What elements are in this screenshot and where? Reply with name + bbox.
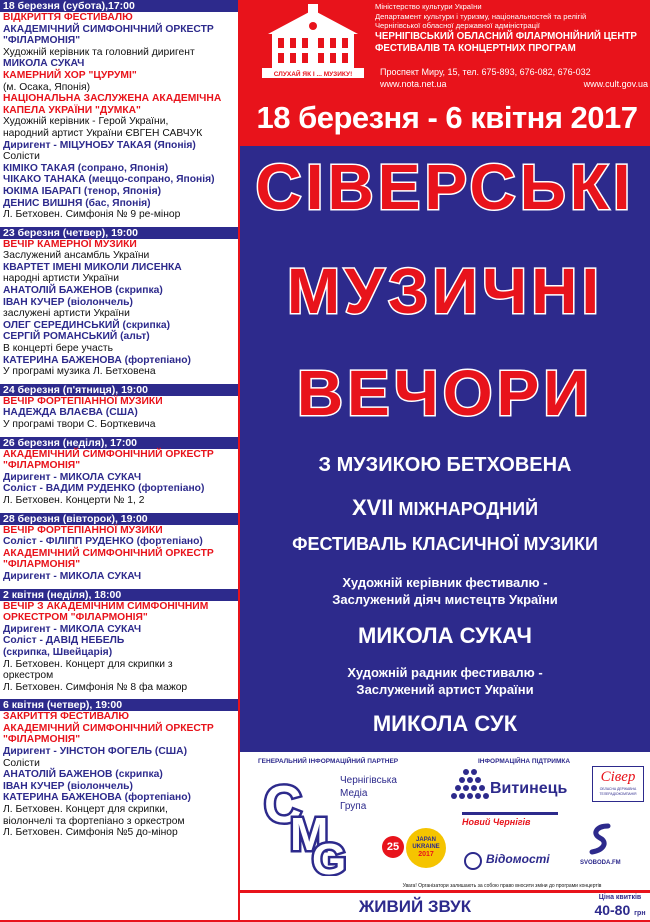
event-line: Л. Бетховен. Симфонія № 9 ре-мінор: [3, 209, 181, 221]
vytynets-logo-icon: [450, 766, 494, 802]
director-role-line: Художній керівник фестивалю -: [342, 575, 548, 590]
program-column: [0, 0, 238, 920]
event-line: народні артисти України: [3, 273, 119, 285]
cmg-letter-g: G: [312, 835, 347, 876]
event-line: КАТЕРИНА БАЖЕНОВА (фортепіано): [3, 792, 191, 804]
siver-logo: [592, 766, 644, 802]
event-line: Диригент - МИКОЛА СУКАЧ: [3, 471, 142, 483]
event-line: народний артист України ЄВГЕН САВЧУК: [3, 127, 203, 139]
director-role: [240, 574, 650, 608]
event-date: 23 березня (четвер), 19:00: [0, 227, 238, 239]
title-line: ВЕЧОРИ: [296, 357, 594, 429]
novyi-chernihiv-logo: [462, 812, 558, 833]
japan-ukraine-logo: [406, 828, 446, 868]
event-line: Художній керівник та головний диригент: [3, 46, 195, 58]
event-line: ЮКІМА ІБАРАГІ (тенор, Японія): [3, 185, 162, 197]
event-line: У програмі музика Л. Бетховена: [3, 366, 156, 378]
event-date: 2 квітня (неділя), 18:00: [0, 589, 238, 601]
website-link[interactable]: www.nota.net.ua: [380, 79, 447, 89]
event-line: "ФІЛАРМОНІЯ": [3, 734, 81, 746]
event-line: АКАДЕМІЧНИЙ СИМФОНІЧНИЙ ОРКЕСТР: [3, 23, 214, 35]
event-line: ОРКЕСТРОМ "ФІЛАРМОНІЯ": [3, 612, 148, 624]
price-amount: 40-80: [594, 902, 631, 918]
event-block: [0, 227, 238, 378]
event-line: Л. Бетховен. Симфонія № 8 фа мажор: [3, 681, 188, 693]
center-name-line: ФЕСТИВАЛІВ ТА КОНЦЕРТНИХ ПРОГРАМ: [375, 43, 576, 54]
price-label: Ціна квитків: [598, 894, 642, 901]
event-line: Диригент - МИКОЛА СУКАЧ: [3, 623, 142, 635]
event-line: Диригент - УІНСТОН ФОГЕЛЬ (США): [3, 746, 188, 758]
event-line: КІМІКО ТАКАЯ (сопрано, Японія): [3, 162, 169, 174]
event-line: АНАТОЛІЙ БАЖЕНОВ (скрипка): [3, 769, 163, 781]
svoboda-fm-logo-icon: [586, 822, 616, 856]
festival-international: МІЖНАРОДНИЙ: [398, 499, 539, 519]
event-line: ЗАКРИТТЯ ФЕСТИВАЛЮ: [3, 711, 130, 723]
director-name: МИКОЛА СУКАЧ: [358, 623, 532, 648]
event-line: ЧІКАКО ТАНАКА (меццо-сопрано, Японія): [3, 174, 215, 186]
siver-logo-sub: ОБЛАСНА ДЕРЖАВНА ТЕЛЕРАДІОКОМПАНІЯ: [599, 787, 637, 796]
event-line: Соліст - ВАДИМ РУДЕНКО (фортепіано): [3, 483, 205, 495]
event-line: віолончелі та фортепіано з оркестром: [3, 815, 185, 827]
event-line: НАЦІОНАЛЬНА ЗАСЛУЖЕНА АКАДЕМІЧНА: [3, 93, 222, 105]
cmg-letter-m: M: [290, 808, 329, 860]
price-unit: грн: [634, 910, 646, 917]
event-line: ВЕЧІР ФОРТЕПІАННОЇ МУЗИКИ: [3, 524, 163, 536]
event-line: АКАДЕМІЧНИЙ СИМФОНІЧНИЙ ОРКЕСТР: [3, 547, 214, 559]
event-line: ВЕЧІР КАМЕРНОЇ МУЗИКИ: [3, 238, 137, 250]
event-line: В концерті бере участь: [3, 343, 113, 355]
event-line: оркестром: [3, 670, 54, 682]
event-date: 24 березня (п'ятниця), 19:00: [0, 384, 238, 396]
event-line: Л. Бетховен. Концерт для скрипки з: [3, 658, 173, 670]
event-line: ІВАН КУЧЕР (віолончель): [3, 780, 133, 792]
event-line: МИКОЛА СУКАЧ: [3, 58, 85, 70]
event-line: Художній керівник - Герой України,: [3, 116, 169, 128]
event-line: СЕРГІЙ РОМАНСЬКИЙ (альт): [3, 331, 150, 343]
japan-text: 2017: [418, 851, 434, 858]
address: Проспект Миру, 15, тел. 675-893, 676-082, 676-032: [380, 67, 591, 77]
ministry-block: [375, 2, 647, 31]
festival-edition: XVII: [351, 495, 394, 520]
advisor-role: [240, 664, 650, 698]
event-line: ВІДКРИТТЯ ФЕСТИВАЛЮ: [3, 12, 133, 23]
ministry-line: Чернігівської обласної державної адміністрації: [375, 21, 540, 30]
event-block: [0, 513, 238, 583]
cmg-text-line: Чернігівська: [340, 775, 397, 786]
price-value: [590, 902, 650, 922]
title-line: СІВЕРСЬКІ: [255, 151, 635, 223]
cmg-text-line: Медіа: [340, 788, 368, 799]
sponsors-block: [240, 752, 650, 890]
event-line: КАМЕРНИЙ ХОР "ЦУРУМІ": [3, 69, 137, 81]
event-line: ІВАН КУЧЕР (віолончель): [3, 296, 133, 308]
event-line: Солісти: [3, 757, 40, 769]
event-block: [0, 699, 238, 839]
event-line: ДЕНИС ВИШНЯ (бас, Японія): [3, 197, 151, 209]
svoboda-fm-text: SVOBODA.FM: [580, 860, 621, 866]
general-partner-label: ГЕНЕРАЛЬНИЙ ІНФОРМАЦІЙНИЙ ПАРТНЕР: [258, 758, 399, 765]
event-block: [0, 589, 238, 694]
advisor-role-line: Заслужений артист України: [356, 682, 534, 697]
ministry-line: Міністерство культури України: [375, 2, 482, 11]
novyi-chernihiv-text: Новий Чернігів: [462, 817, 531, 827]
event-line: Соліст - ДАВІД НЕБЕЛЬ: [3, 635, 125, 647]
siver-logo-text: Сівер: [600, 769, 636, 785]
contacts: [380, 66, 648, 90]
event-line: У програмі твори С. Борткевича: [3, 419, 156, 430]
event-line: (скрипка, Швейцарія): [3, 646, 113, 658]
event-line: Л. Бетховен. Симфонія №5 до-мінор: [3, 827, 178, 839]
director-role-line: Заслужений діяч мистецтв України: [332, 592, 558, 607]
vidomosti-emblem-icon: [464, 852, 482, 870]
event-line: (м. Осака, Японія): [3, 81, 91, 93]
event-line: заслужені артисти України: [3, 308, 130, 320]
event-line: Заслужений ансамбль України: [3, 250, 150, 262]
japan-text: JAPAN: [416, 837, 436, 843]
event-line: ОЛЕГ СЕРЕДИНСЬКИЙ (скрипка): [3, 319, 170, 331]
live-sound-label: ЖИВИЙ ЗВУК: [240, 893, 590, 920]
ministry-line: Департамент культури і туризму, національностей та релігій: [375, 11, 587, 21]
cmg-letter-c: C: [264, 776, 302, 834]
festival-line-1: [240, 496, 650, 521]
event-block: [0, 384, 238, 431]
event-line: АНАТОЛІЙ БАЖЕНОВ (скрипка): [3, 285, 163, 297]
event-line: Солісти: [3, 151, 40, 163]
event-block: [0, 437, 238, 507]
ticket-price: [590, 893, 650, 920]
event-line: КВАРТЕТ ІМЕНІ МИКОЛИ ЛИСЕНКА: [3, 261, 182, 273]
footer-note: Увага! Організатори залишають за собою право вносити зміни до програми концертів: [402, 883, 602, 889]
vidomosti-logo: Відомості: [486, 852, 550, 866]
event-date: 26 березня (неділя), 17:00: [0, 437, 238, 449]
event-line: Л. Бетховен. Концерти № 1, 2: [3, 494, 145, 506]
event-line: "ФІЛАРМОНІЯ": [3, 559, 81, 571]
advisor-name: МИКОЛА СУК: [372, 711, 518, 736]
philharmonic-center-name: [375, 31, 647, 55]
event-line: АКАДЕМІЧНИЙ СИМФОНІЧНИЙ ОРКЕСТР: [3, 448, 214, 460]
event-date: 18 березня (субота),17:00: [0, 0, 238, 12]
center-name-line: ЧЕРНІГІВСЬКИЙ ОБЛАСНИЙ ФІЛАРМОНІЙНИЙ ЦЕНТР: [375, 31, 637, 42]
japan-text: UKRAINE: [412, 844, 440, 850]
cmg-text: [340, 774, 397, 813]
event-line: ВЕЧІР З АКАДЕМІЧНИМ СИМФОНІЧНИМ: [3, 600, 209, 612]
event-line: КАПЕЛА УКРАЇНИ "ДУМКА": [3, 104, 141, 116]
vytynets-logo: Витинець: [490, 780, 568, 797]
title-line: МУЗИЧНІ: [286, 255, 604, 327]
info-support-label: ІНФОРМАЦІЙНА ПІДТРИМКА: [478, 758, 571, 765]
event-line: Соліст - ФІЛІПП РУДЕНКО (фортепіано): [3, 536, 203, 548]
event-line: Л. Бетховен. Концерт для скрипки,: [3, 804, 168, 816]
logo-caption: СЛУХАЙ ЯК І ... МУЗИКУ!: [273, 71, 353, 78]
event-line: ВЕЧІР ФОРТЕПІАННОЇ МУЗИКИ: [3, 395, 163, 407]
event-line: КАТЕРИНА БАЖЕНОВА (фортепіано): [3, 354, 191, 366]
japan-25-badge: 25: [382, 836, 404, 858]
event-line: НАДЕЖДА ВЛАЄВА (США): [3, 407, 138, 419]
cmg-text-line: Група: [340, 801, 367, 812]
subtitle: З МУЗИКОЮ БЕТХОВЕНА: [318, 454, 572, 476]
festival-line-2: ФЕСТИВАЛЬ КЛАСИЧНОЇ МУЗИКИ: [292, 534, 598, 554]
event-block: [0, 0, 238, 221]
advisor-role-line: Художній радник фестивалю -: [347, 665, 543, 680]
event-line: "ФІЛАРМОНІЯ": [3, 35, 81, 47]
festival-dates: 18 березня - 6 квітня 2017: [256, 100, 638, 135]
event-date: 6 квітня (четвер), 19:00: [0, 699, 238, 711]
philharmonic-building-logo: [258, 4, 368, 80]
event-line: Диригент - МИКОЛА СУКАЧ: [3, 570, 142, 582]
event-line: АКАДЕМІЧНИЙ СИМФОНІЧНИЙ ОРКЕСТР: [3, 722, 214, 734]
event-date: 28 березня (вівторок), 19:00: [0, 513, 238, 525]
event-line: "ФІЛАРМОНІЯ": [3, 460, 81, 472]
website-link[interactable]: www.cult.gov.ua: [583, 79, 648, 89]
event-line: Диригент - МІЦУНОБУ ТАКАЯ (Японія): [3, 139, 196, 151]
